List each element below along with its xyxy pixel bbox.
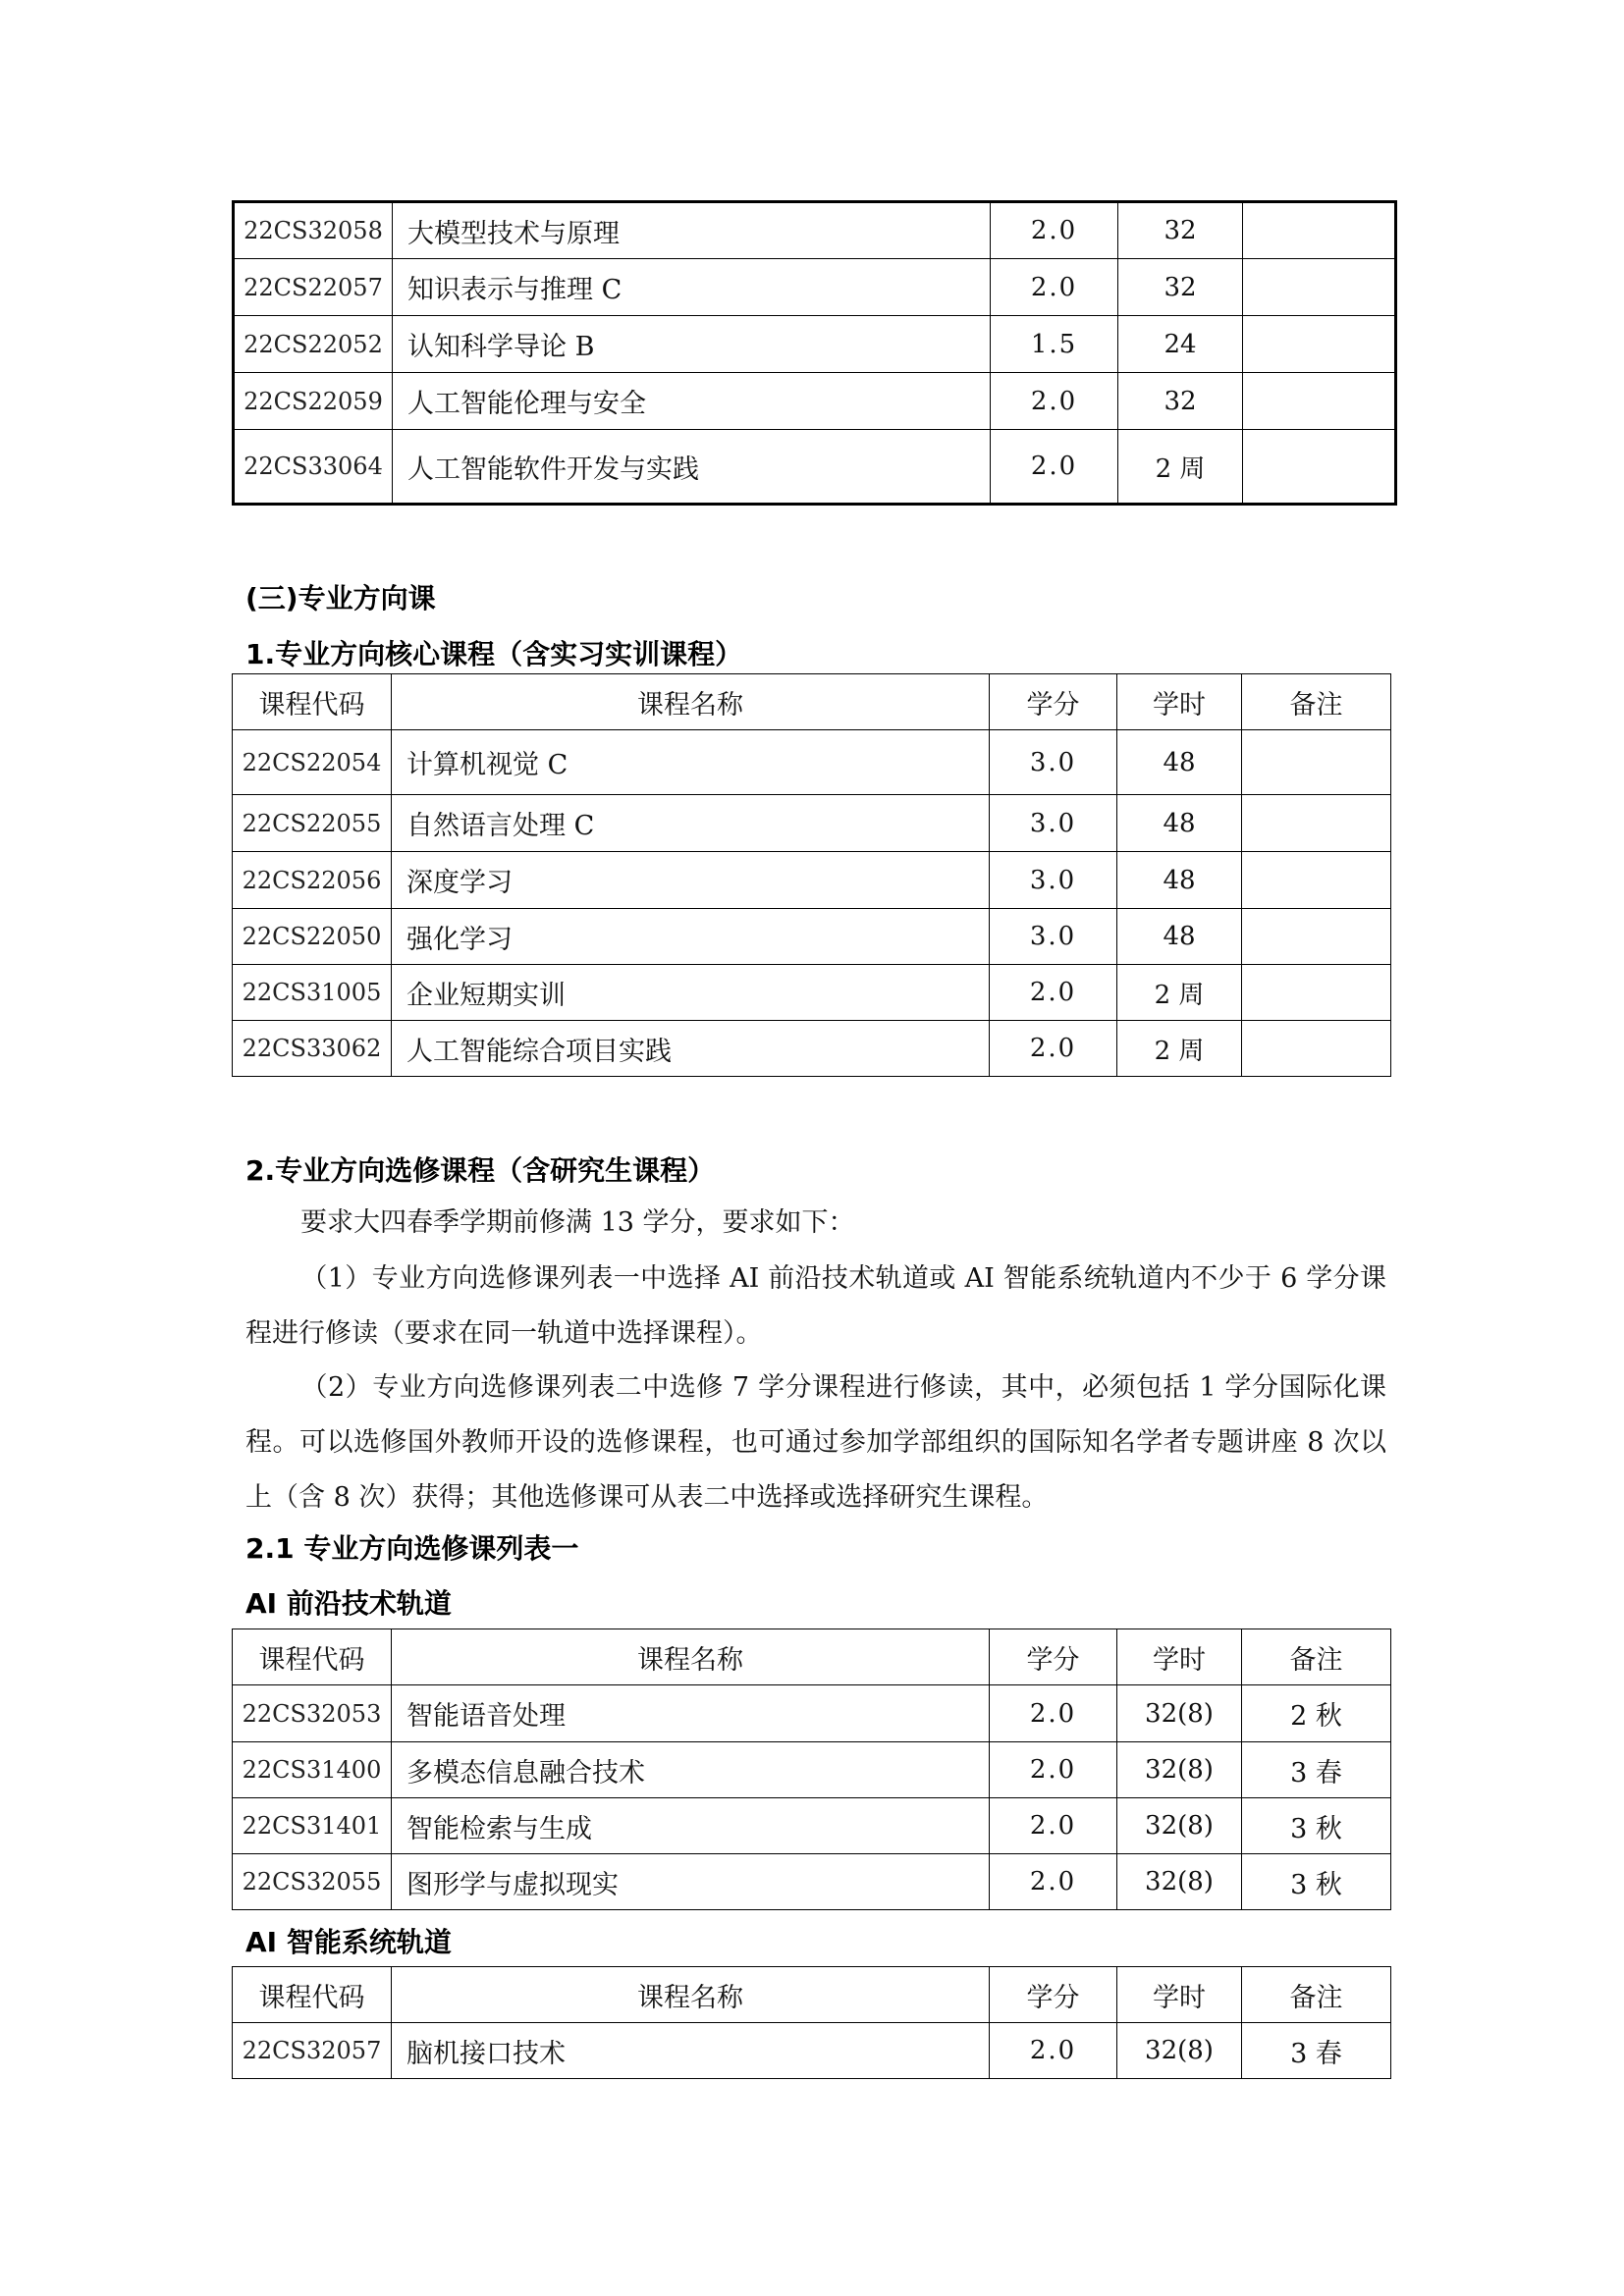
course-hours: 32 (1118, 373, 1243, 430)
course-hours: 48 (1117, 852, 1242, 909)
course-note (1243, 373, 1396, 430)
subsection-title: 2.专业方向选修课程（含研究生课程） (245, 1154, 716, 1187)
course-note (1242, 1021, 1391, 1077)
course-code: 22CS33062 (233, 1021, 392, 1077)
header-name: 课程名称 (392, 1967, 990, 2023)
course-name: 计算机视觉 C (392, 730, 990, 795)
course-credit: 2.0 (990, 2023, 1117, 2079)
course-note (1242, 852, 1391, 909)
course-hours: 2 周 (1118, 430, 1243, 505)
course-code: 22CS32058 (234, 202, 393, 259)
course-name: 知识表示与推理 C (393, 259, 991, 316)
course-credit: 2.0 (990, 1685, 1117, 1742)
table-row (234, 373, 1396, 430)
course-hours: 32(8) (1117, 1742, 1242, 1798)
course-note (1242, 730, 1391, 795)
course-code: 22CS31005 (233, 965, 392, 1021)
course-note (1243, 316, 1396, 373)
course-code: 22CS33064 (234, 430, 393, 505)
table-track-systems (232, 1966, 1391, 2079)
course-code: 22CS32057 (233, 2023, 392, 2079)
header-note: 备注 (1242, 1629, 1391, 1685)
course-hours: 48 (1117, 795, 1242, 852)
course-code: 22CS22056 (233, 852, 392, 909)
header-credit: 学分 (990, 1629, 1117, 1685)
header-hours: 学时 (1117, 1629, 1242, 1685)
table-header-row (233, 674, 1391, 730)
course-code: 22CS22052 (234, 316, 393, 373)
table-row (234, 316, 1396, 373)
section-title: (三)专业方向课 (245, 582, 436, 614)
paragraph-text: （1）专业方向选修课列表一中选择 AI 前沿技术轨道或 AI 智能系统轨道内不少于 6 学分课程进行修读（要求在同一轨道中选择课程）。 (245, 1263, 1386, 1349)
course-note: 3 秋 (1242, 1854, 1391, 1910)
course-name: 企业短期实训 (392, 965, 990, 1021)
paragraph-text: 要求大四春季学期前修满 13 学分，要求如下： (300, 1207, 855, 1238)
header-name: 课程名称 (392, 1629, 990, 1685)
course-hours: 32(8) (1117, 1854, 1242, 1910)
header-code: 课程代码 (233, 1629, 392, 1685)
course-note: 3 春 (1242, 2023, 1391, 2079)
course-hours: 2 周 (1117, 965, 1242, 1021)
course-hours: 48 (1117, 730, 1242, 795)
course-hours: 2 周 (1117, 1021, 1242, 1077)
header-note: 备注 (1242, 1967, 1391, 2023)
course-name: 认知科学导论 B (393, 316, 991, 373)
paragraph (245, 1252, 1386, 1362)
table-row (233, 1742, 1391, 1798)
course-hours: 32(8) (1117, 2023, 1242, 2079)
course-code: 22CS31400 (233, 1742, 392, 1798)
course-name: 脑机接口技术 (392, 2023, 990, 2079)
track-title: AI 智能系统轨道 (245, 1926, 452, 1958)
table-header-row (233, 1967, 1391, 2023)
table-row (233, 2023, 1391, 2079)
table-row (234, 259, 1396, 316)
course-credit: 3.0 (990, 909, 1117, 965)
track-title: AI 前沿技术轨道 (245, 1587, 452, 1620)
course-code: 22CS32055 (233, 1854, 392, 1910)
course-credit: 2.0 (990, 1854, 1117, 1910)
course-name: 人工智能综合项目实践 (392, 1021, 990, 1077)
course-code: 22CS22050 (233, 909, 392, 965)
course-name: 人工智能软件开发与实践 (393, 430, 991, 505)
course-credit: 2.0 (991, 259, 1118, 316)
table-row (233, 1685, 1391, 1742)
header-code: 课程代码 (233, 1967, 392, 2023)
course-name: 自然语言处理 C (392, 795, 990, 852)
course-code: 22CS22055 (233, 795, 392, 852)
course-credit: 2.0 (991, 430, 1118, 505)
header-credit: 学分 (990, 674, 1117, 730)
course-code: 22CS22059 (234, 373, 393, 430)
course-note: 2 秋 (1242, 1685, 1391, 1742)
header-hours: 学时 (1117, 1967, 1242, 2023)
table-track-frontier (232, 1629, 1391, 1910)
course-credit: 2.0 (990, 965, 1117, 1021)
table-row (233, 730, 1391, 795)
course-name: 大模型技术与原理 (393, 202, 991, 259)
course-code: 22CS22054 (233, 730, 392, 795)
table-row (233, 795, 1391, 852)
course-name: 强化学习 (392, 909, 990, 965)
header-code: 课程代码 (233, 674, 392, 730)
course-credit: 1.5 (991, 316, 1118, 373)
course-code: 22CS32053 (233, 1685, 392, 1742)
course-credit: 3.0 (990, 852, 1117, 909)
course-note (1243, 430, 1396, 505)
course-hours: 32(8) (1117, 1798, 1242, 1854)
list-title: 2.1 专业方向选修课列表一 (245, 1532, 579, 1565)
course-name: 多模态信息融合技术 (392, 1742, 990, 1798)
course-credit: 2.0 (991, 202, 1118, 259)
table-continued (232, 200, 1397, 506)
header-name: 课程名称 (392, 674, 990, 730)
course-note (1242, 795, 1391, 852)
paragraph (245, 1361, 1386, 1525)
table-header-row (233, 1629, 1391, 1685)
course-credit: 3.0 (990, 730, 1117, 795)
table-row (234, 202, 1396, 259)
course-hours: 32 (1118, 202, 1243, 259)
table-row (233, 1021, 1391, 1077)
table-row (233, 909, 1391, 965)
course-credit: 2.0 (990, 1798, 1117, 1854)
course-hours: 32(8) (1117, 1685, 1242, 1742)
table-row (233, 1854, 1391, 1910)
table-row (233, 965, 1391, 1021)
course-credit: 2.0 (991, 373, 1118, 430)
table-row (234, 430, 1396, 505)
course-credit: 2.0 (990, 1742, 1117, 1798)
course-note: 3 秋 (1242, 1798, 1391, 1854)
course-hours: 24 (1118, 316, 1243, 373)
paragraph-text: （2）专业方向选修课列表二中选修 7 学分课程进行修读，其中，必须包括 1 学分国际化课程。可以选修国外教师开设的选修课程，也可通过参加学部组织的国际知名学者专题讲座 8 次以上（含 8 次）获得；其他选修课可从表二中选择或选择研究生课程。 (245, 1372, 1386, 1513)
subsection-title: 1.专业方向核心课程（含实习实训课程） (245, 638, 743, 670)
course-code: 22CS31401 (233, 1798, 392, 1854)
table-row (233, 852, 1391, 909)
paragraph (245, 1196, 1386, 1251)
course-credit: 3.0 (990, 795, 1117, 852)
course-credit: 2.0 (990, 1021, 1117, 1077)
course-note (1243, 259, 1396, 316)
course-name: 图形学与虚拟现实 (392, 1854, 990, 1910)
course-name: 人工智能伦理与安全 (393, 373, 991, 430)
course-hours: 32 (1118, 259, 1243, 316)
course-note (1242, 965, 1391, 1021)
course-name: 智能语音处理 (392, 1685, 990, 1742)
header-credit: 学分 (990, 1967, 1117, 2023)
course-hours: 48 (1117, 909, 1242, 965)
course-name: 深度学习 (392, 852, 990, 909)
course-note: 3 春 (1242, 1742, 1391, 1798)
header-hours: 学时 (1117, 674, 1242, 730)
course-name: 智能检索与生成 (392, 1798, 990, 1854)
course-note (1243, 202, 1396, 259)
course-code: 22CS22057 (234, 259, 393, 316)
table-row (233, 1798, 1391, 1854)
table-core-courses (232, 673, 1391, 1077)
header-note: 备注 (1242, 674, 1391, 730)
course-note (1242, 909, 1391, 965)
